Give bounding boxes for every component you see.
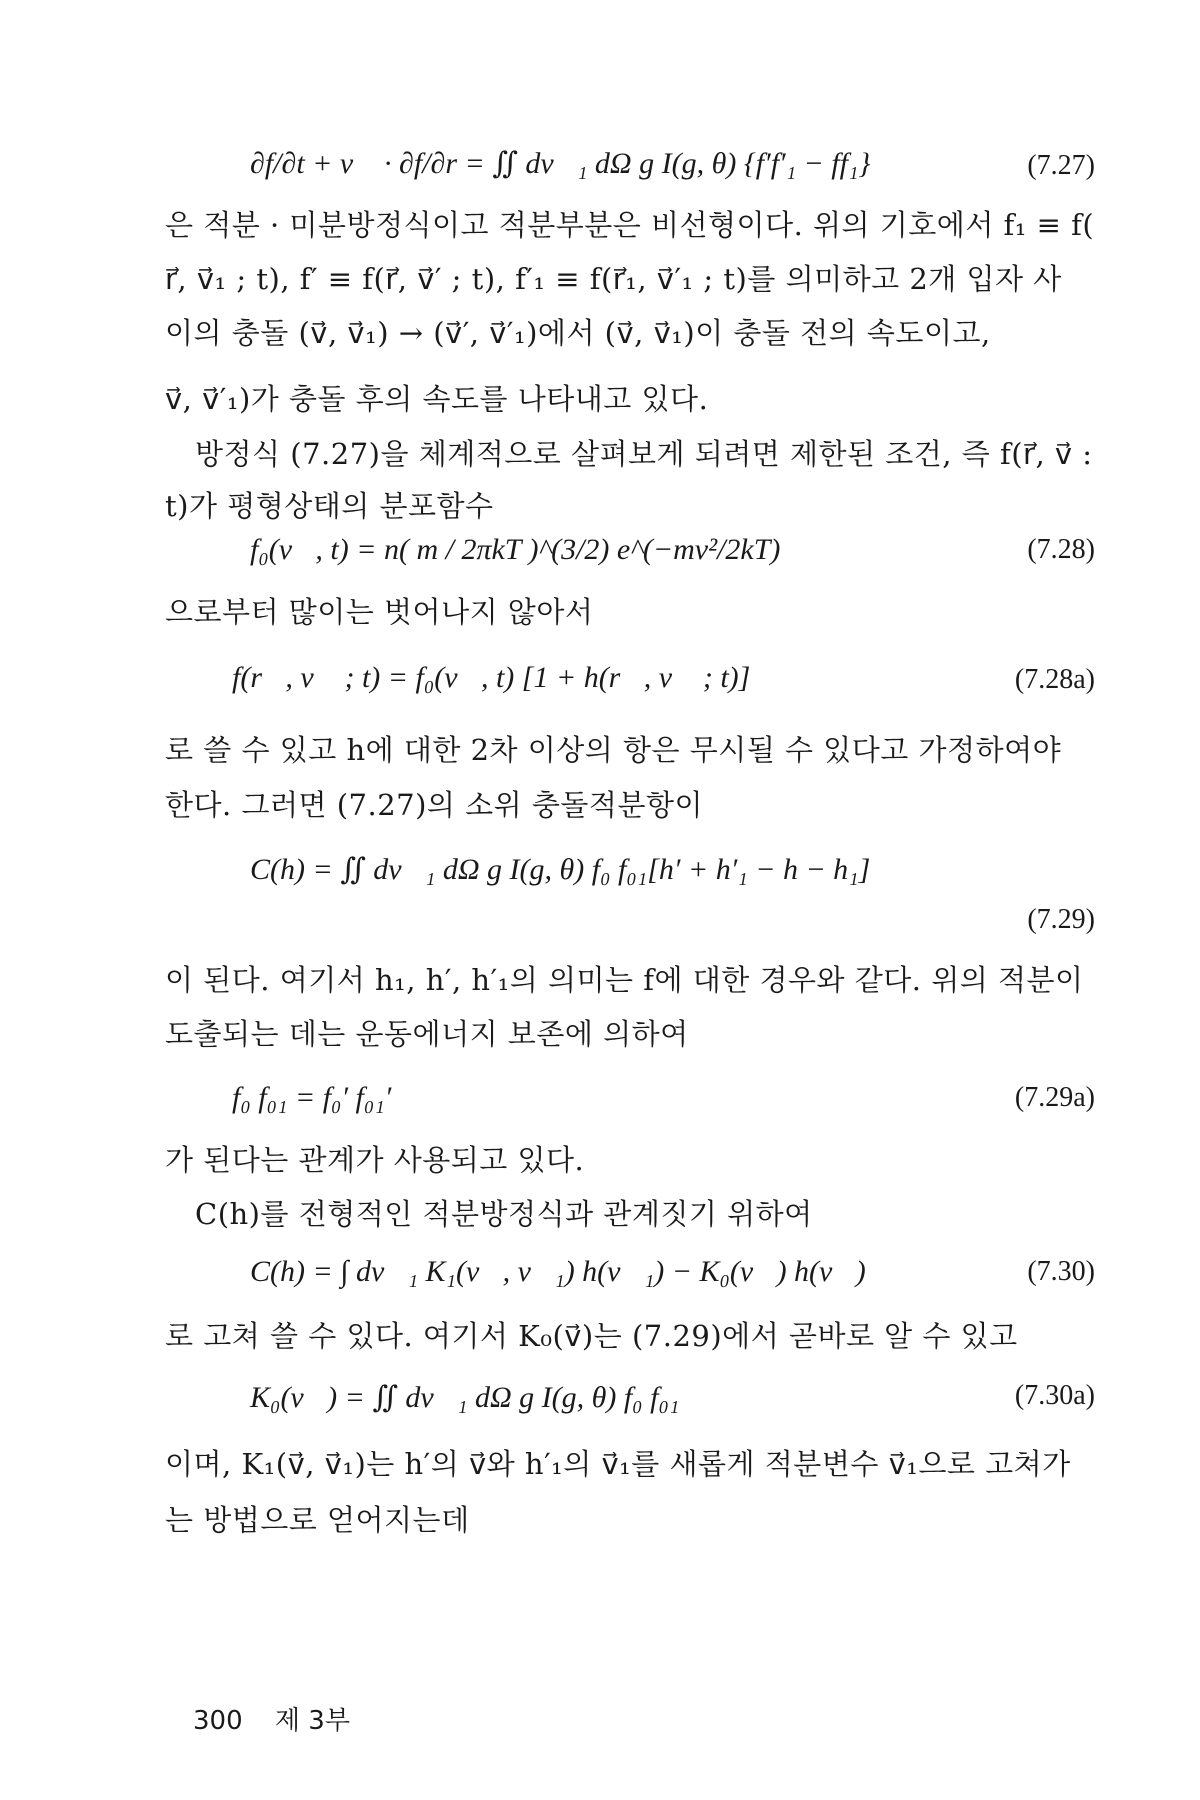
text-line: 이며, K₁(v⃗, v⃗₁)는 h′의 v⃗와 h′₁의 v⃗₁를 새롭게 적분변수 v⃗₁으로 고쳐가	[165, 1447, 1071, 1481]
text-line: 도출되는 데는 운동에너지 보존에 의하여	[165, 1017, 689, 1051]
equation-number: (7.28a)	[1014, 664, 1095, 695]
text-line: 이의 충돌 (v⃗, v⃗₁) → (v⃗′, v⃗′₁)에서 (v⃗, v⃗₁)이 충돌 전의 속도이고,	[165, 316, 991, 350]
equation-number: (7.28)	[1027, 534, 1095, 565]
text-line: v⃗, v⃗′₁)가 충돌 후의 속도를 나타내고 있다.	[165, 382, 709, 416]
text-line: 으로부터 많이는 벗어나지 않아서	[165, 595, 594, 629]
equation-7-29: C(h) = ∬ dv⃗₁ dΩ g I(g, θ) f₀ f₀₁[h′ + h′₁ − h − h₁]	[250, 853, 871, 886]
equation-number: (7.30)	[1027, 1256, 1095, 1287]
equation-number: (7.30a)	[1014, 1380, 1095, 1411]
equation-7-28a: f(r⃗, v⃗ ; t) = f₀(v⃗, t) [1 + h(r⃗, v⃗ ; t)]	[232, 661, 751, 694]
equation-7-28: f₀(v⃗, t) = n( m / 2πkT )^(3/2) e^(−mv²/2kT)	[250, 533, 781, 566]
text-line: 이 된다. 여기서 h₁, h′, h′₁의 의미는 f에 대한 경우와 같다. 위의 적분이	[165, 963, 1084, 997]
text-line: r⃗, v⃗₁ ; t), f′ ≡ f(r⃗, v⃗′ ; t), f′₁ ≡ f(r⃗₁, v⃗′₁ ; t)를 의미하고 2개 입자 사	[165, 262, 1062, 296]
text-line: 는 방법으로 얻어지는데	[165, 1503, 470, 1537]
equation-number: (7.29)	[1027, 904, 1095, 935]
text-line: 가 된다는 관계가 사용되고 있다.	[165, 1143, 585, 1177]
text-line: C(h)를 전형적인 적분방정식과 관계짓기 위하여	[195, 1197, 813, 1231]
page-number: 300	[193, 1706, 243, 1736]
page-footer	[193, 1700, 374, 1737]
equation-7-27: ∂f/∂t + v⃗ · ∂f/∂r = ∬ dv⃗₁ dΩ g I(g, θ) {f′f′₁ − ff₁}	[250, 147, 871, 180]
text-line: 로 쓸 수 있고 h에 대한 2차 이상의 항은 무시될 수 있다고 가정하여야	[165, 733, 1062, 767]
text-line: 로 고쳐 쓸 수 있다. 여기서 K₀(v⃗)는 (7.29)에서 곧바로 알 수 있고	[165, 1319, 1018, 1353]
part-label: 제 3부	[274, 1706, 350, 1736]
equation-7-30: C(h) = ∫ dv⃗₁ K₁(v⃗, v⃗₁) h(v⃗₁) − K₀(v⃗) h(v⃗)	[250, 1255, 866, 1288]
text-line: 한다. 그러면 (7.27)의 소위 충돌적분항이	[165, 788, 703, 822]
text-line: t)가 평형상태의 분포함수	[165, 489, 494, 523]
text-line: 방정식 (7.27)을 체계적으로 살펴보게 되려면 제한된 조건, 즉 f(r⃗, v⃗ :	[195, 437, 1093, 471]
text-line: 은 적분 · 미분방정식이고 적분부분은 비선형이다. 위의 기호에서 f₁ ≡ f(	[165, 208, 1095, 242]
equation-number: (7.27)	[1027, 150, 1095, 181]
equation-number: (7.29a)	[1014, 1082, 1095, 1113]
equation-7-30a: K₀(v⃗) = ∬ dv⃗₁ dΩ g I(g, θ) f₀ f₀₁	[250, 1381, 680, 1414]
equation-7-29a: f₀ f₀₁ = f₀′ f₀₁′	[232, 1081, 392, 1114]
